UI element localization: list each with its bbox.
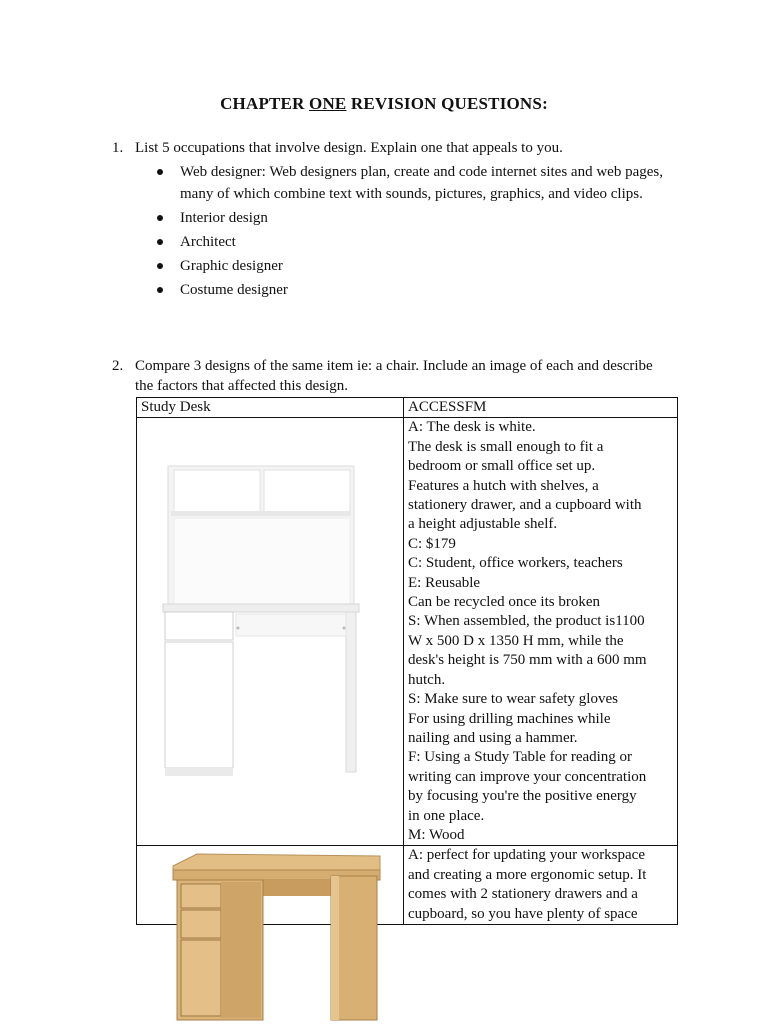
occupation-list [157,161,672,301]
description-line: Features a hutch with shelves, a [408,477,599,494]
description-line: in one place. [408,807,485,824]
white-study-desk-icon [141,418,399,838]
question-2 [112,357,672,396]
description-line: M: Wood [408,826,465,843]
description-line: a height adjustable shelf. [408,516,558,533]
question-number: 2. [112,358,124,374]
question-1 [112,137,672,303]
oak-wood-desk-icon [165,852,385,1024]
question-text: List 5 occupations that involve design. Explain one that appeals to you. [135,140,563,156]
description-line: hutch. [408,671,446,688]
header-study-desk: Study Desk [137,398,404,418]
list-item: Costume designer [157,279,672,301]
list-item: Graphic designer [157,255,672,277]
description-line: For using drilling machines while [408,710,611,727]
image-cell-1 [137,418,404,846]
description-line: The desk is small enough to fit a [408,438,604,455]
description-line: Can be recycled once its broken [408,594,601,611]
description-line: nailing and using a hammer. [408,729,578,746]
description-line: W x 500 D x 1350 H mm, while the [408,632,624,649]
description-line: writing can improve your concentration [408,768,647,785]
comparison-table [136,397,678,925]
description-line: stationery drawer, and a cupboard with [408,497,642,514]
header-accessfm: ACCESSFM [404,398,678,418]
description-line: desk's height is 750 mm with a 600 mm [408,652,647,669]
description-cell-1 [404,418,678,846]
question-number: 1. [112,140,124,156]
description-line: bedroom or small office set up. [408,458,596,475]
page-title: CHAPTER ONE REVISION QUESTIONS: [220,94,548,113]
description-line: E: Reusable [408,574,481,591]
table-row [137,418,678,846]
list-item: Architect [157,231,672,253]
description-cell-2 [404,846,678,925]
description-line: S: When assembled, the product is1100 [408,613,645,630]
table-header-row [137,398,678,418]
description-line: A: The desk is white. [408,419,536,436]
description-line: comes with 2 stationery drawers and a [408,886,638,903]
description-line: S: Make sure to wear safety gloves [408,691,618,708]
list-item: Web designer: Web designers plan, create and code internet sites and web pages, many of which combine text with sounds, pictures, graphics, and video clips. [157,161,672,205]
description-line: F: Using a Study Table for reading or [408,749,633,766]
description-line: C: Student, office workers, teachers [408,555,623,572]
description-line: and creating a more ergonomic setup. It [408,866,647,883]
description-line: by focusing you're the positive energy [408,788,637,805]
description-line: C: $179 [408,535,456,552]
title-underlined-word: ONE [309,94,347,113]
description-line: cupboard, so you have plenty of space [408,905,638,922]
description-line: A: perfect for updating your workspace [408,847,645,864]
question-text: Compare 3 designs of the same item ie: a chair. Include an image of each and describe the factors that affected this design. [135,358,653,394]
list-item: Interior design [157,207,672,229]
